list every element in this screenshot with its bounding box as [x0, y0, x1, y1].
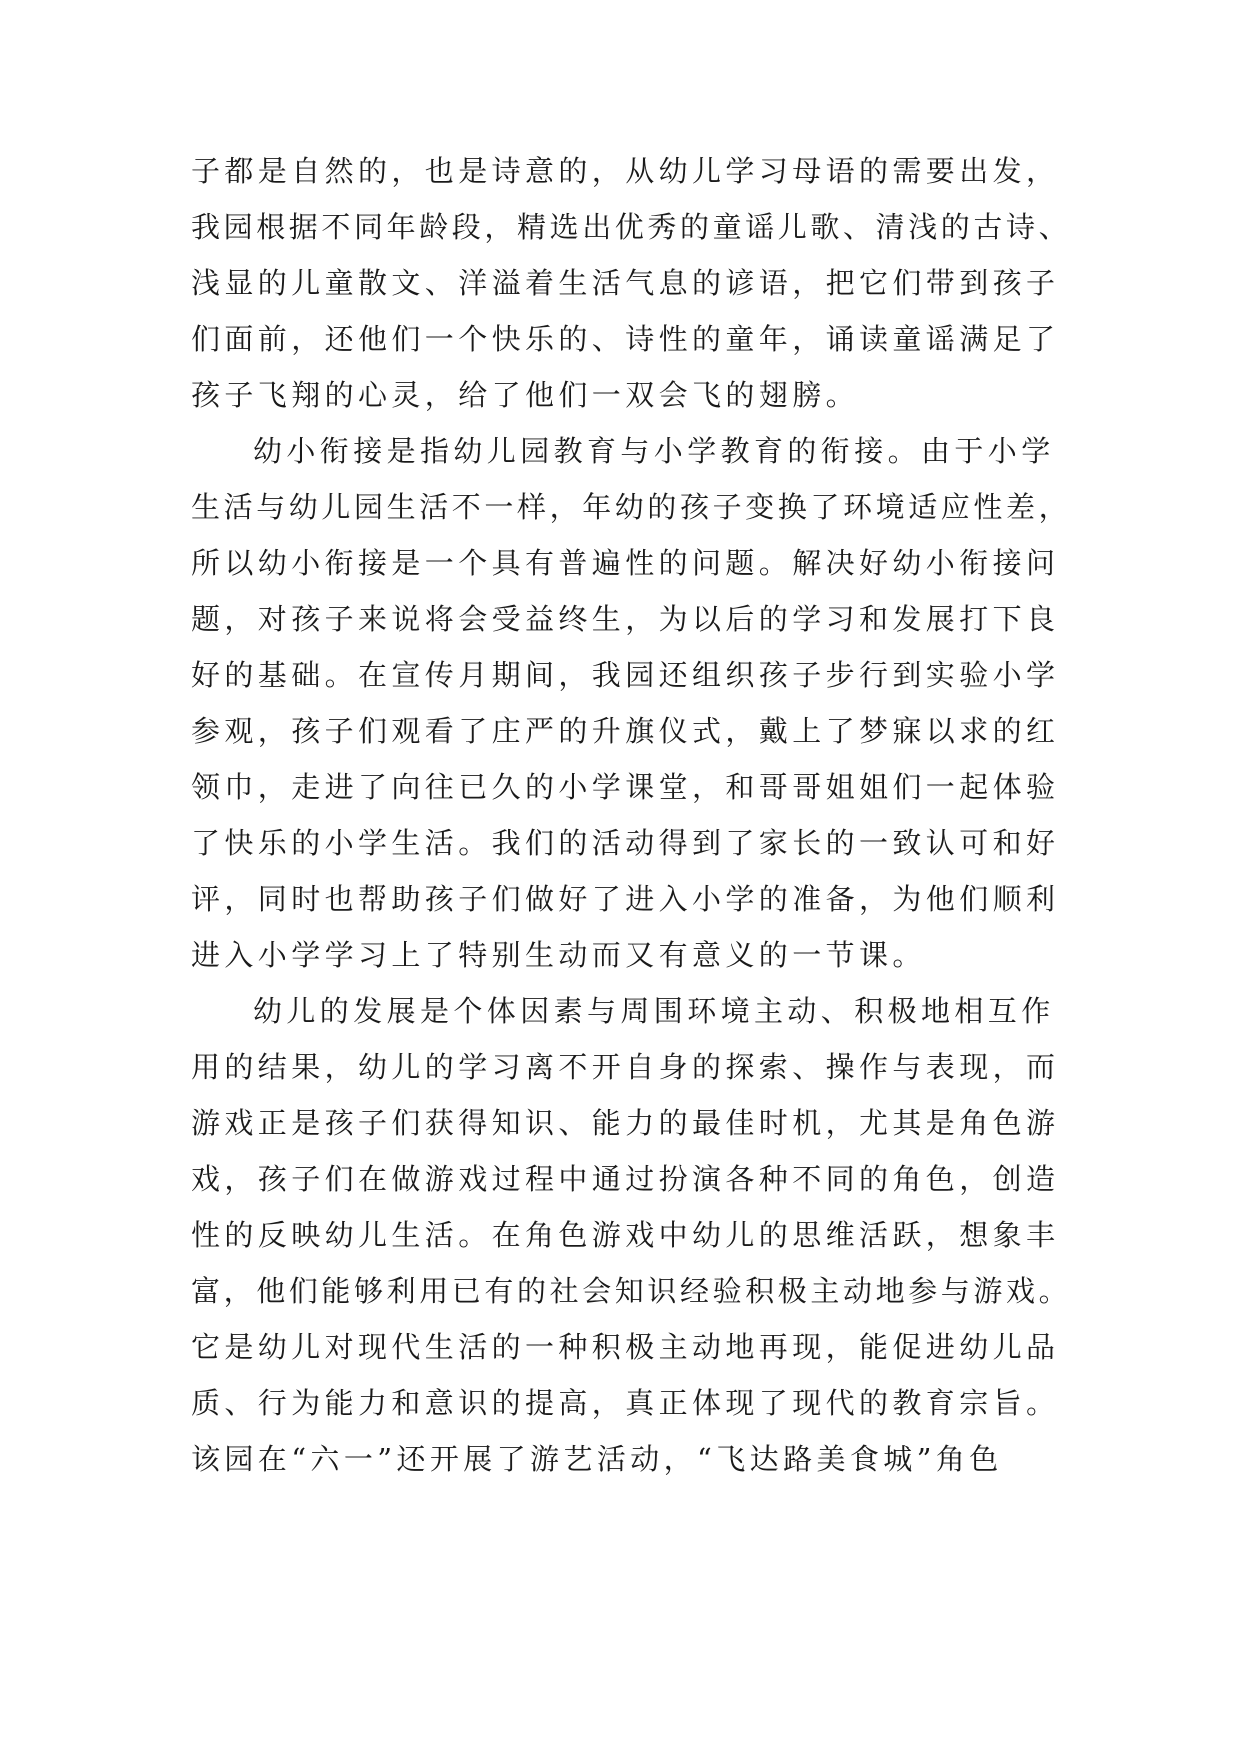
text-line: 子都是自然的，也是诗意的，从幼儿学习母语的需要出发，: [191, 154, 1060, 188]
text-line: 戏，孩子们在做游戏过程中通过扮演各种不同的角色，创造: [191, 1162, 1060, 1196]
text-line: 们面前，还他们一个快乐的、诗性的童年，诵读童谣满足了: [191, 322, 1060, 356]
text-line: 好的基础。在宣传月期间，我园还组织孩子步行到实验小学: [191, 658, 1060, 692]
text-line: 参观，孩子们观看了庄严的升旗仪式，戴上了梦寐以求的红: [191, 714, 1060, 748]
text-line: 用的结果，幼儿的学习离不开自身的探索、操作与表现，而: [191, 1050, 1060, 1084]
text-line: 了快乐的小学生活。我们的活动得到了家长的一致认可和好: [191, 826, 1060, 860]
paragraph-first-line: 幼小衔接是指幼儿园教育与小学教育的衔接。由于小学: [253, 434, 1055, 468]
text-line: 孩子飞翔的心灵，给了他们一双会飞的翅膀。: [191, 378, 860, 412]
text-line: 所以幼小衔接是一个具有普遍性的问题。解决好幼小衔接问: [191, 546, 1060, 580]
text-line: 我园根据不同年龄段，精选出优秀的童谣儿歌、清浅的古诗、: [191, 210, 1072, 244]
text-line: 该园在“六一”还开展了游艺活动，“飞达路美食城”角色: [191, 1442, 1003, 1476]
text-line: 游戏正是孩子们获得知识、能力的最佳时机，尤其是角色游: [191, 1106, 1060, 1140]
text-line: 生活与幼儿园生活不一样，年幼的孩子变换了环境适应性差，: [191, 490, 1072, 524]
text-line: 浅显的儿童散文、洋溢着生活气息的谚语，把它们带到孩子: [191, 266, 1060, 300]
paragraph-first-line: 幼儿的发展是个体因素与周围环境主动、积极地相互作: [253, 994, 1055, 1028]
text-line: 富，他们能够利用已有的社会知识经验积极主动地参与游戏。: [191, 1274, 1072, 1308]
text-line: 性的反映幼儿生活。在角色游戏中幼儿的思维活跃，想象丰: [191, 1218, 1060, 1252]
text-line: 质、行为能力和意识的提高，真正体现了现代的教育宗旨。: [191, 1386, 1060, 1420]
text-line: 评，同时也帮助孩子们做好了进入小学的准备，为他们顺利: [191, 882, 1060, 916]
text-line: 领巾，走进了向往已久的小学课堂，和哥哥姐姐们一起体验: [191, 770, 1060, 804]
text-line: 题，对孩子来说将会受益终生，为以后的学习和发展打下良: [191, 602, 1060, 636]
text-line: 进入小学学习上了特别生动而又有意义的一节课。: [191, 938, 926, 972]
text-line: 它是幼儿对现代生活的一种积极主动地再现，能促进幼儿品: [191, 1330, 1060, 1364]
